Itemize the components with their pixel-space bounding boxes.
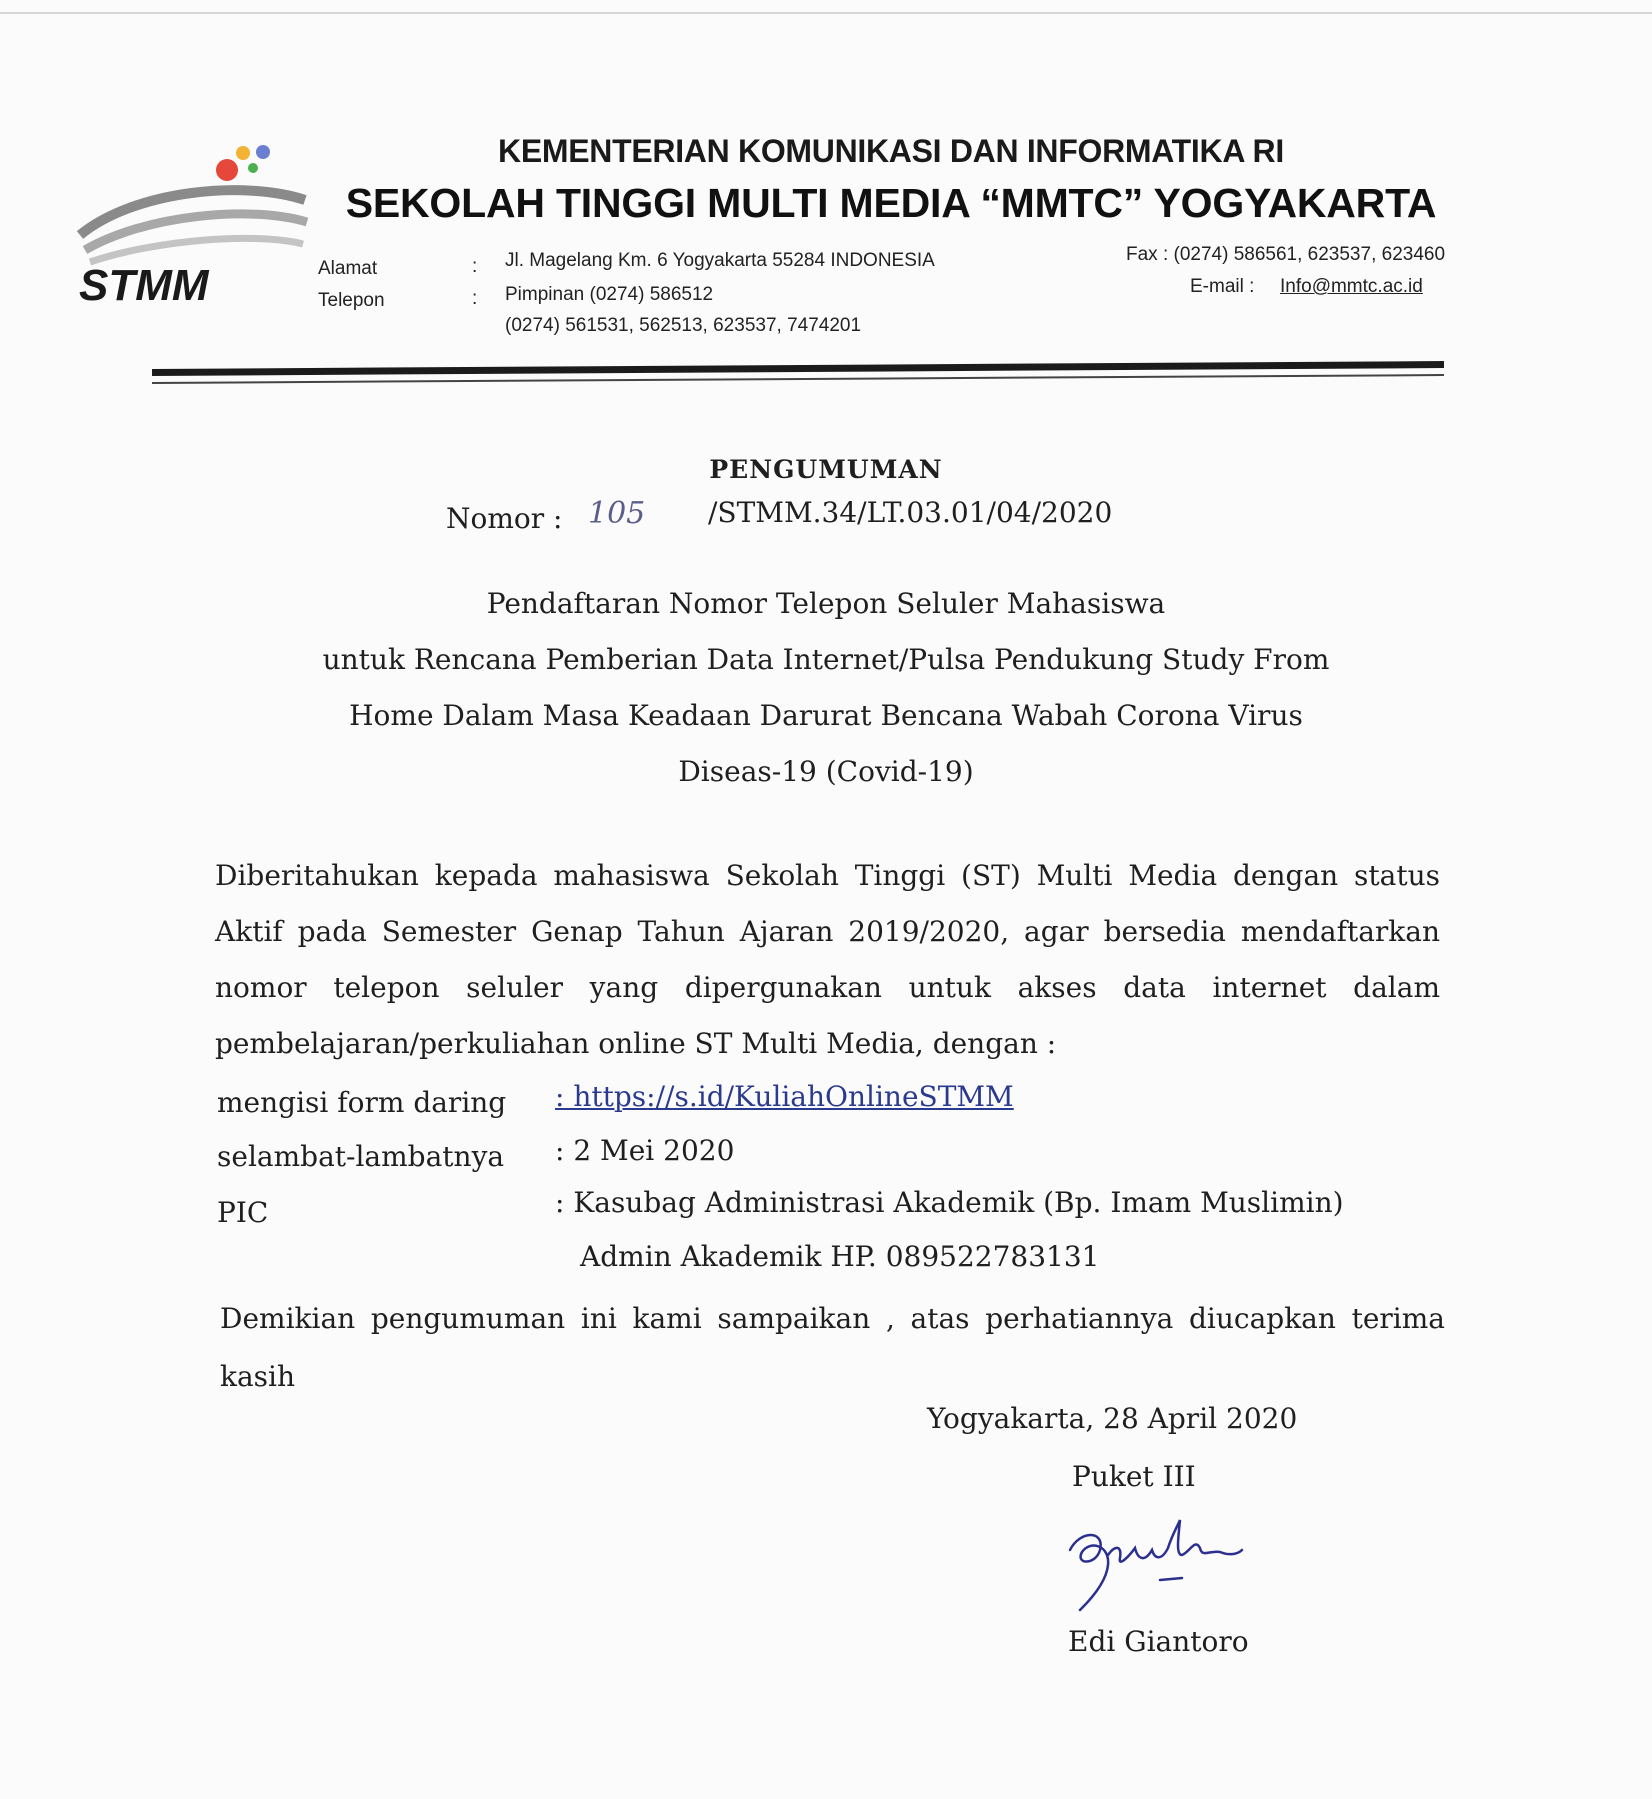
subject-block [0,576,1652,800]
logo-swoosh-3 [90,238,303,262]
nomor-label: Nomor : [446,502,563,535]
announcement-title: PENGUMUMAN [709,455,943,484]
letterhead-rule-thick [152,361,1444,376]
letterhead-rule-thin [152,374,1444,384]
phone-label: Telepon [318,290,385,311]
deadline-label: selambat-lambatnya [217,1140,505,1173]
phone-colon: : [472,288,478,309]
pic-value: : Kasubag Administrasi Akademik (Bp. Imam Muslimin) [555,1186,1344,1219]
email-label: E-mail : [1190,276,1255,297]
nomor-handwritten: 105 [588,496,646,531]
logo-wordmark: STMM [79,261,209,310]
form-link[interactable]: : https://s.id/KuliahOnlineSTMM [555,1080,1014,1113]
body-paragraph-text: Diberitahukan kepada mahasiswa Sekolah Tinggi (ST) Multi Media dengan status Aktif pada Semester Genap Tahun Ajaran 2019/2020, agar bersedia mendaftarkan nomor telepon seluler yang dipergunakan untuk akses data internet dalam pembelajaran/perkuliahan online ST Multi Media, dengan : [215,859,1440,1060]
subject-line-4: Diseas-19 (Covid-19) [678,755,974,788]
subject-line-1: Pendaftaran Nomor Telepon Seluler Mahasiswa [486,587,1166,620]
subject-line-2: untuk Rencana Pemberian Data Internet/Pulsa Pendukung Study From [322,643,1330,676]
pic-contact: Admin Akademik HP. 089522783131 [580,1240,1100,1273]
address-value: Jl. Magelang Km. 6 Yogyakarta 55284 INDONESIA [505,250,935,271]
fax-value: Fax : (0274) 586561, 623537, 623460 [1126,244,1446,265]
place-date: Yogyakarta, 28 April 2020 [927,1402,1298,1435]
deadline-value: : 2 Mei 2020 [555,1134,735,1167]
address-colon: : [472,256,478,277]
signer-name: Edi Giantoro [1068,1625,1249,1658]
ministry-name: KEMENTERIAN KOMUNIKASI DAN INFORMATIKA RI [498,133,1284,169]
handwritten-signature [1060,1510,1300,1620]
pic-label: PIC [217,1196,269,1229]
address-label: Alamat [318,258,378,279]
scan-edge-line [0,12,1652,14]
form-label: mengisi form daring [217,1086,507,1119]
phone-value-1: Pimpinan (0274) 586512 [505,284,714,305]
signer-position: Puket III [1072,1460,1196,1493]
closing-paragraph [220,1290,1445,1406]
closing-text: Demikian pengumuman ini kami sampaikan , atas perhatiannya diucapkan terima kasih [220,1302,1445,1393]
body-paragraph [215,848,1440,1072]
nomor-code: /STMM.34/LT.03.01/04/2020 [708,496,1113,529]
phone-value-2: (0274) 561531, 562513, 623537, 7474201 [505,315,862,336]
subject-line-3: Home Dalam Masa Keadaan Darurat Bencana Wabah Corona Virus [349,699,1303,732]
email-link[interactable]: Info@mmtc.ac.id [1280,276,1423,297]
school-name: SEKOLAH TINGGI MULTI MEDIA “MMTC” YOGYAKARTA [345,180,1437,226]
